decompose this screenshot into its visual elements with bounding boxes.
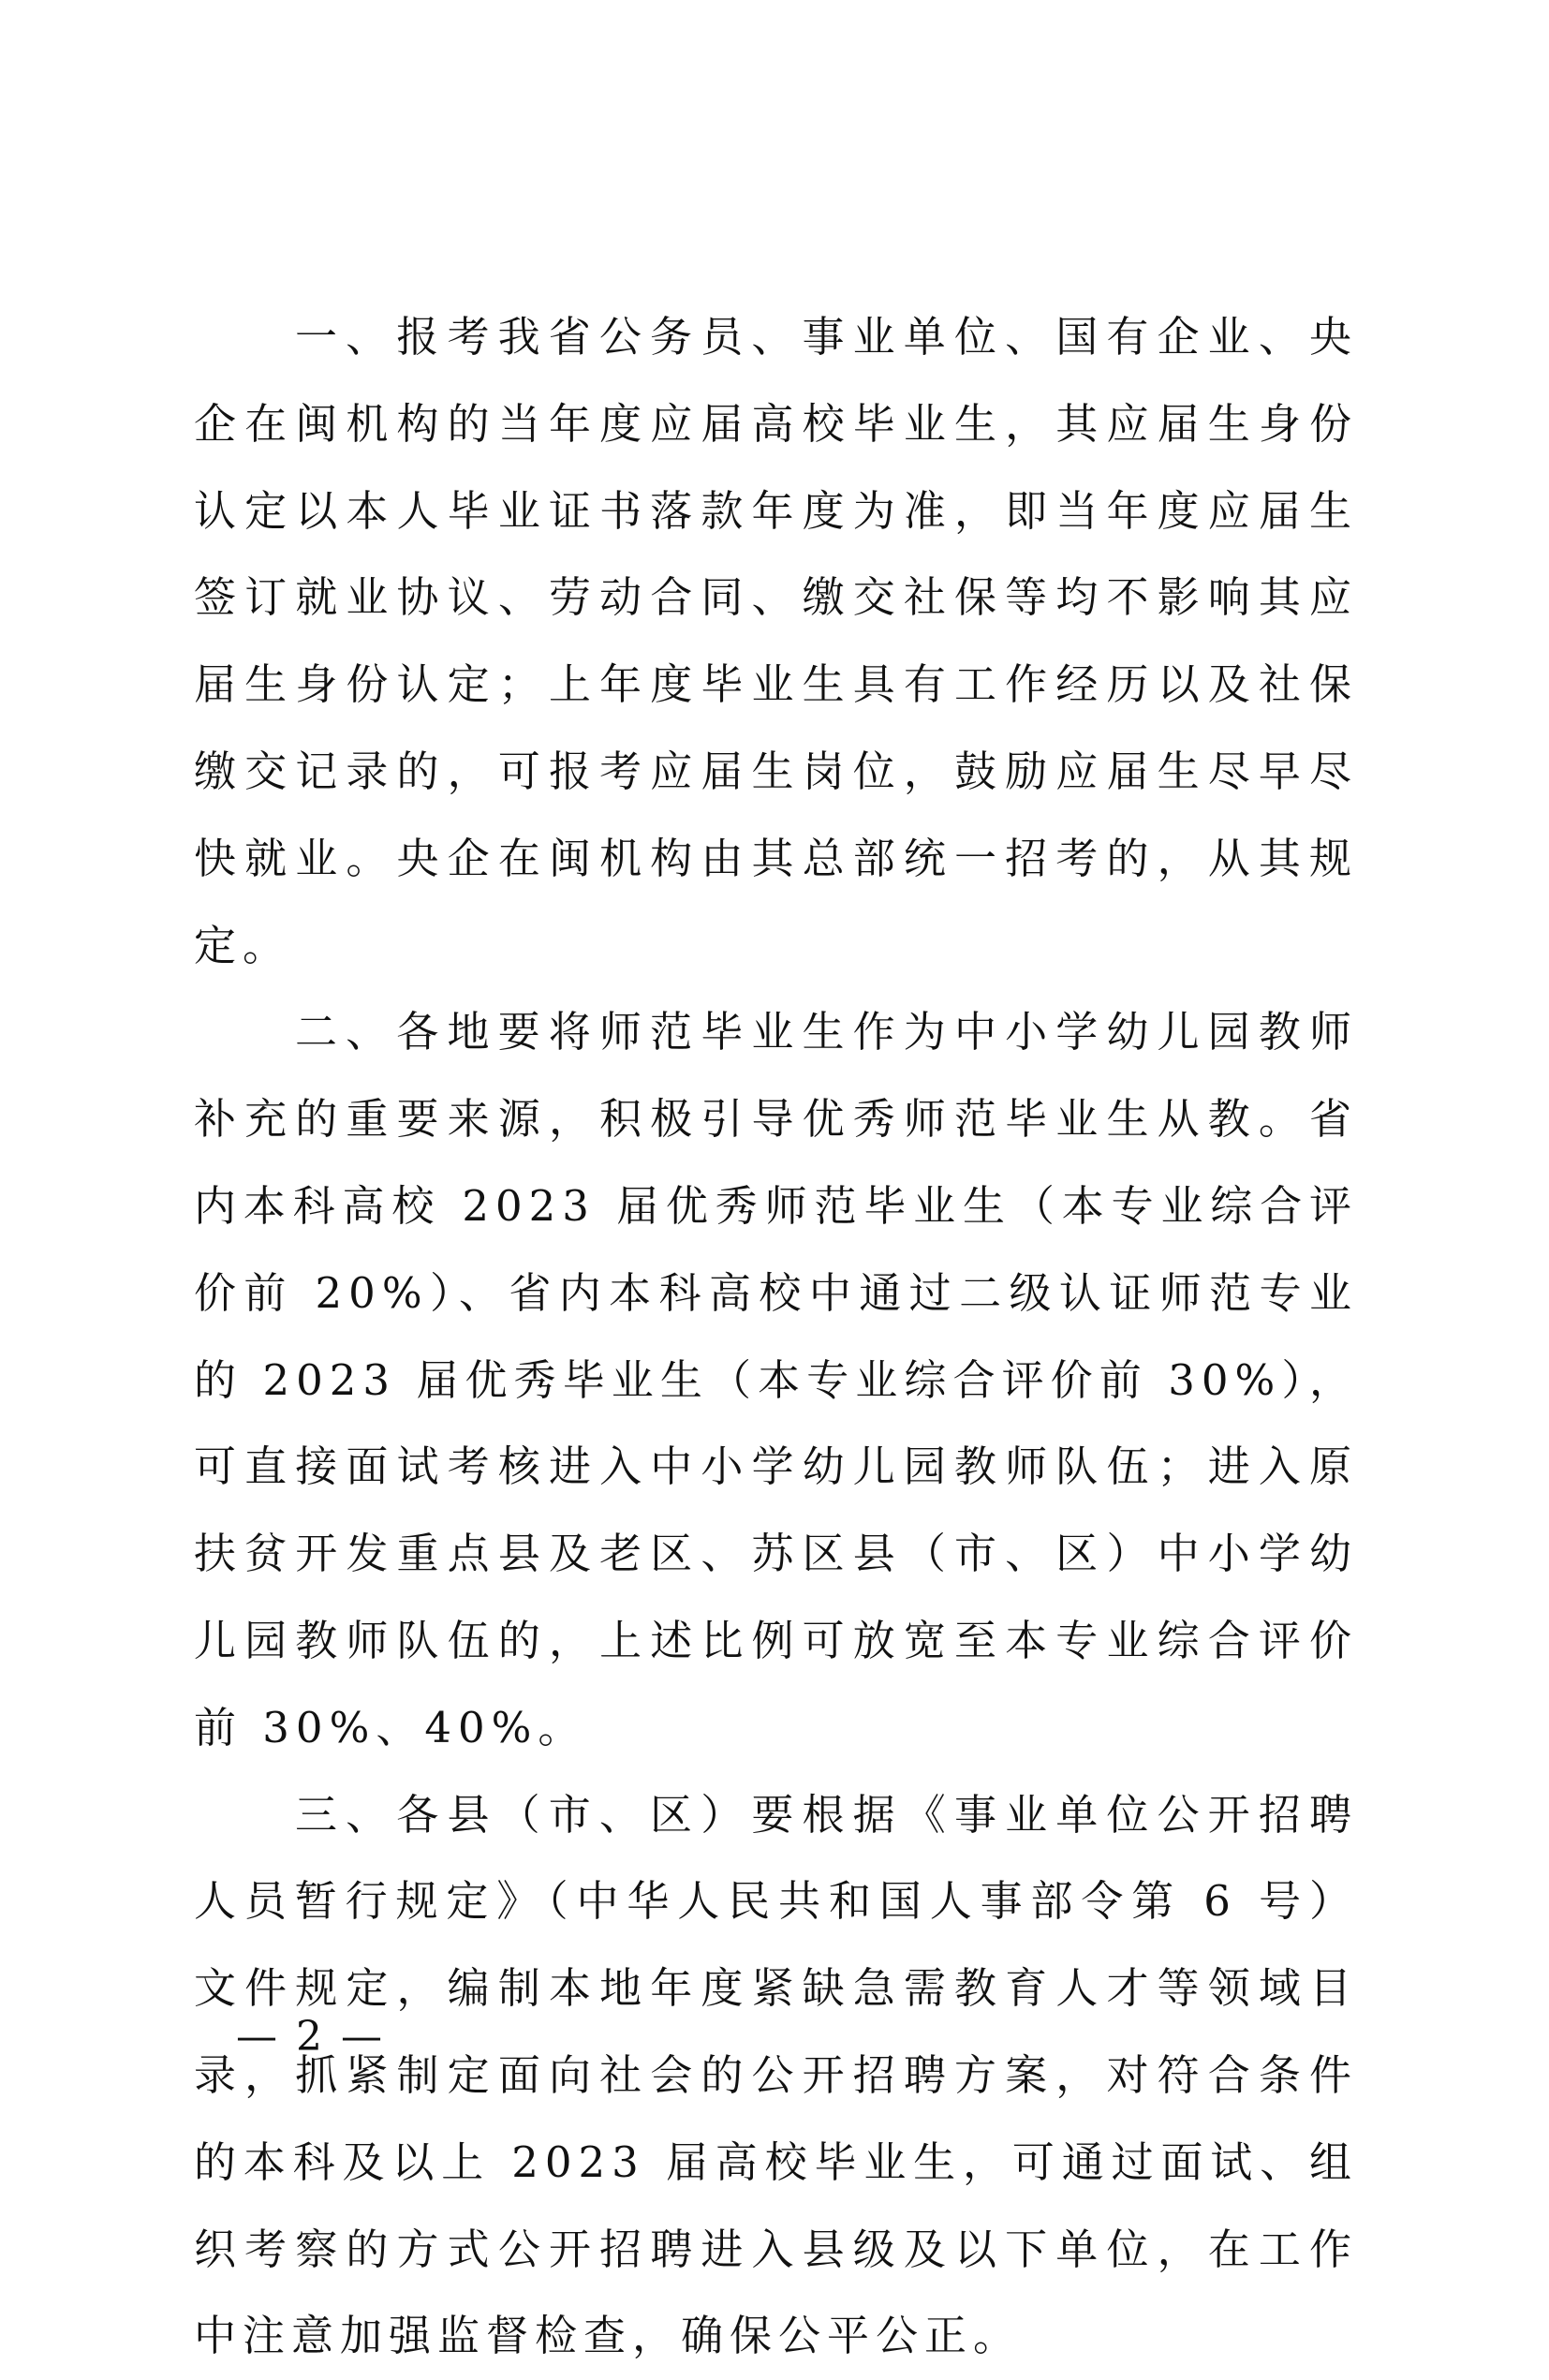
paragraph-2: 二、各地要将师范毕业生作为中小学幼儿园教师补充的重要来源，积极引导优秀师范毕业生从教。省内本科高校 2023 届优秀师范毕业生（本专业综合评价前 20%）、省内本科高校中通过二级认证师范专业的 2023 届优秀毕业生（本专业综合评价前 30%），可直接面试考核进入中小学幼儿园教师队伍；进入原扶贫开发重点县及老区、苏区县（市、区）中小学幼儿园教师队伍的，上述比例可放宽至本专业综合评价前 30%、40%。	[194, 1007, 1358, 1752]
paragraph-1: 一、报考我省公务员、事业单位、国有企业、央企在闽机构的当年度应届高校毕业生，其应届生身份认定以本人毕业证书落款年度为准，即当年度应届生签订就业协议、劳动合同、缴交社保等均不影响其应届生身份认定；上年度毕业生具有工作经历以及社保缴交记录的，可报考应届生岗位，鼓励应届生尽早尽快就业。央企在闽机构由其总部统一招考的，从其规定。	[194, 312, 1358, 970]
paragraph-3: 三、各县（市、区）要根据《事业单位公开招聘人员暂行规定》（中华人民共和国人事部令第 6 号）文件规定，编制本地年度紧缺急需教育人才等领域目录，抓紧制定面向社会的公开招聘方案，对符合条件的本科及以上 2023 届高校毕业生，可通过面试、组织考察的方式公开招聘进入县级及以下单位，在工作中注意加强监督检查，确保公平公正。	[194, 1789, 1358, 2361]
document-body	[194, 294, 1358, 2380]
page-number: — 2 —	[236, 2013, 385, 2061]
